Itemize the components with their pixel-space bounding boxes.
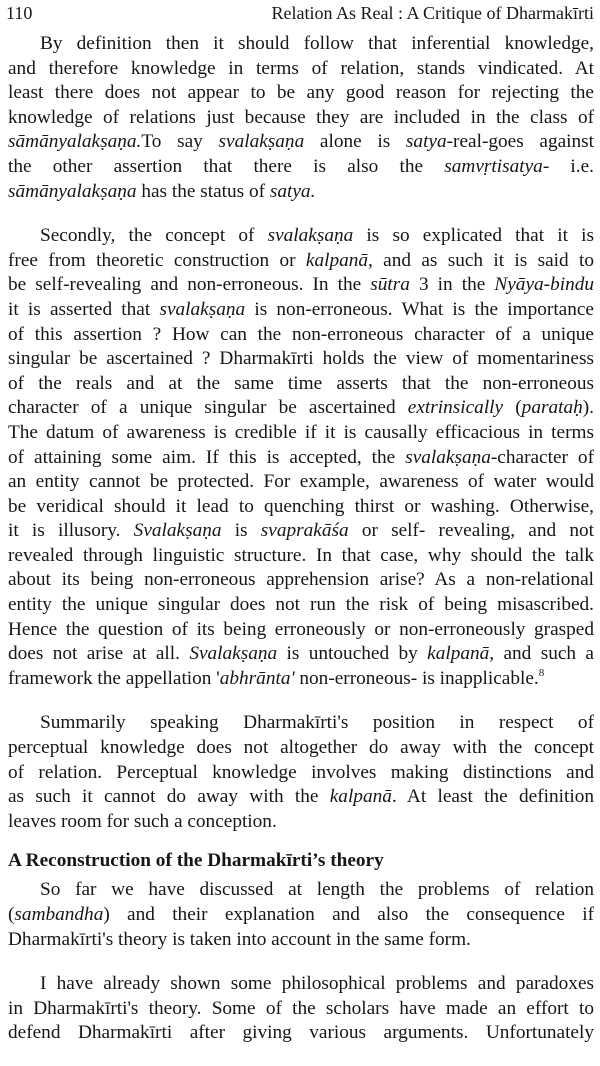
text-line [8,544,594,569]
text-run: So far we have discussed at length the problems of relation [40,879,594,901]
text-run: is untouched by [277,643,428,665]
text-run: perceptual knowledge does not altogether do away with the concept [8,737,594,759]
page-header [6,0,594,26]
text-line [8,106,594,131]
text-run: ( [8,904,15,925]
text-run: alone is [304,131,406,153]
text-run: and as such it is said to [372,249,594,271]
text-line [8,347,594,372]
text-line [8,32,594,57]
text-run: framework the appellation ' [8,667,220,689]
italic-term: satya. [269,180,316,202]
text-line [8,155,594,180]
text-run: By definition then it should follow that inferential knowledge, [40,33,594,54]
text-run: Dharmakīrti's theory is taken into account in the same form. [8,928,471,950]
text-run: Secondly, the concept of [40,225,268,247]
text-run: be veridical should it lead to quenching thirst or washing. Otherwise, [8,495,594,517]
paragraph [8,224,594,691]
text-run: is non-erroneous. What is the importance [245,298,594,320]
italic-term: Svalakṣaṇa [133,520,222,542]
text-run: -character of [490,446,594,468]
italic-term: sāmānyalakṣaṇa [8,180,137,202]
italic-term: sūtra [370,274,410,296]
text-line [8,81,594,106]
italic-term: sāmānyalakṣaṇa. [8,131,142,153]
text-line [8,903,594,928]
italic-term: Svalakṣaṇa [189,643,278,665]
italic-term: svalakṣaṇa [159,298,246,320]
text-line [8,736,594,761]
text-line [8,878,594,903]
text-run: Summarily speaking Dharmakīrti's position in respect of [40,712,594,734]
text-run: leaves room for such a conception. [8,810,277,832]
text-run: non-erroneous- is inapplicable. [294,667,539,689]
text-line [8,972,594,997]
text-run: of attaining some aim. If this is accepted, the [8,446,406,468]
text-run: -real-goes against [446,131,595,153]
text-run: be self-revealing and non-erroneous. In the [8,274,371,296]
text-line [8,298,594,323]
section-heading: A Reconstruction of the Dharmakīrti’s theory [8,850,384,872]
italic-term: svaprakāśa [260,520,349,542]
paragraph [8,32,594,204]
text-run: least there does not appear to be any good reason for rejecting the [8,82,594,104]
text-run: free from theoretic construction or [8,249,306,271]
footnote-marker: 8 [538,666,545,679]
text-line [8,519,594,544]
text-run: has the status of [136,180,270,202]
text-line [8,130,594,155]
text-line [8,642,594,667]
text-run: and such a [494,643,594,665]
text-run: . At least the definition [391,786,594,808]
text-line [8,1021,594,1046]
text-line [8,785,594,810]
italic-term: kalpanā [329,786,392,808]
text-run: of the reals and at the same time asserts that the non-erroneous [8,372,594,394]
text-run: it is illusory. [8,520,134,542]
italic-term: kalpanā, [305,249,373,271]
text-run: entity the unique singular does not run the risk of being misascribed. [8,594,594,616]
text-run: ) and their explanation and also the consequence if [103,904,594,925]
italic-term: extrinsically [407,397,504,419]
text-line [8,446,594,471]
paragraph [8,711,594,834]
text-run: I have already shown some philosophical problems and paradoxes [40,973,594,995]
text-run: The datum of awareness is credible if it is causally efficacious in terms [8,421,594,443]
text-run: ( [503,397,522,419]
text-line [8,273,594,298]
paragraph [8,972,594,1046]
italic-term: svalakṣaṇa [405,446,491,468]
text-line [8,618,594,643]
text-line [8,928,594,953]
text-run: ). [582,397,594,419]
text-run: is so explicated that it is [353,225,594,247]
text-line [8,761,594,786]
paragraph [8,878,594,952]
text-line [8,323,594,348]
text-run: as such it cannot do away with the [8,786,330,808]
text-run: does not arise at all. [8,643,190,665]
text-run: To say [141,131,219,153]
page-body [8,32,594,1066]
italic-term: svalakṣaṇa [267,225,354,247]
text-run: is [221,520,261,542]
text-run: character of a unique singular be ascertained [8,397,408,419]
text-run: Hence the question of its being erroneously or non-erroneously grasped [8,618,594,640]
text-run: or self- revealing, and not [348,520,594,542]
text-line [8,396,594,421]
text-run: defend Dharmakīrti after giving various arguments. Unfortunately [8,1022,594,1044]
text-run: knowledge of relations just because they are included in the class of [8,106,594,128]
italic-term: kalpanā, [427,643,495,665]
text-run: of relation. Perceptual knowledge involves making distinctions and [8,761,594,783]
italic-term: sambandha [14,904,104,925]
italic-term: satya [405,131,447,153]
text-run: in Dharmakīrti's theory. Some of the scholars have made an effort to [8,997,594,1019]
text-line [8,997,594,1022]
text-line [8,593,594,618]
italic-term: samvṛtisatya [444,155,543,177]
text-run: an entity cannot be protected. For example, awareness of water would [8,471,594,493]
text-line [8,421,594,446]
text-line [8,372,594,397]
italic-term: Nyāya-bindu [494,274,594,296]
text-line [8,180,594,205]
text-run: and therefore knowledge in terms of relation, stands vindicated. At [8,57,594,79]
italic-term: abhrānta' [219,667,295,689]
text-run: - i.e. [542,155,594,177]
text-line [8,711,594,736]
italic-term: parataḥ [521,397,583,419]
text-line [8,470,594,495]
page-number: 110 [6,2,33,23]
text-line [8,667,594,692]
text-run: 3 in the [409,274,495,296]
text-run: of this assertion ? How can the non-erroneous character of a unique [8,323,594,345]
italic-term: svalakṣaṇa [218,131,305,153]
text-run: the other assertion that there is also the [8,155,445,177]
text-line [8,224,594,249]
text-line [8,568,594,593]
text-line [8,810,594,835]
text-run: about its being non-erroneous apprehension arise? As a non-relational [8,569,594,591]
text-run: it is asserted that [8,298,160,320]
text-line [8,495,594,520]
text-run: revealed through linguistic structure. In that case, why should the talk [8,544,594,566]
running-title: Relation As Real : A Critique of Dharmakīrti [271,2,594,23]
text-run: singular be ascertained ? Dharmakīrti holds the view of momentariness [8,348,594,370]
text-line [8,57,594,82]
text-line [8,249,594,274]
